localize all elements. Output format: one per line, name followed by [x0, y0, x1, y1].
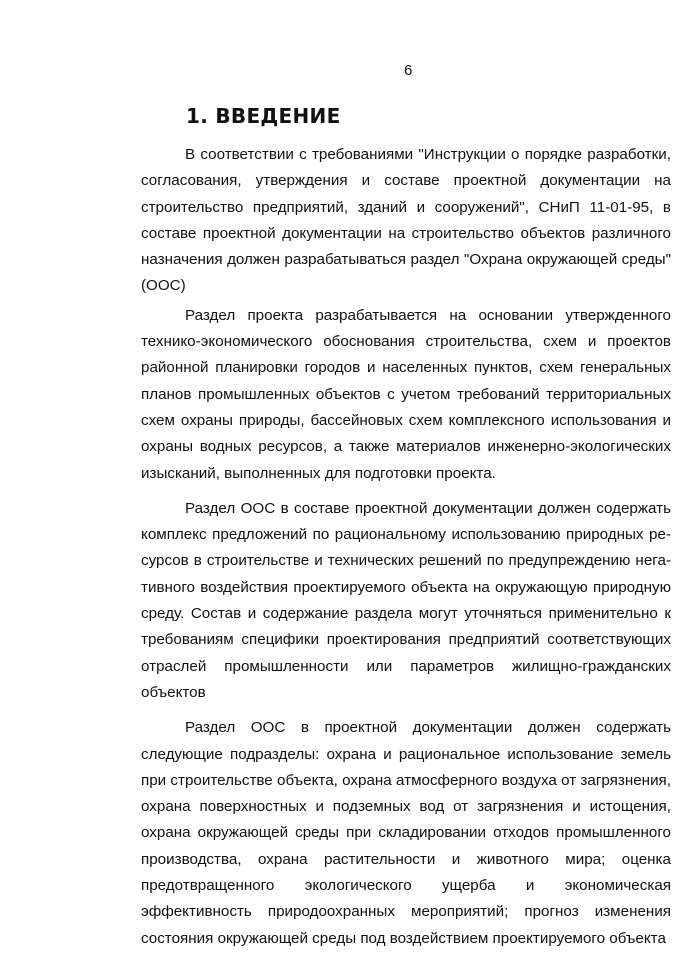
paragraph-1: В соответствии с требованиями "Инструкции о порядке разработки, согласования, утверждения и составе проектной документации на строительство предприятий, зданий и сооружений", СНиП 11-01-95, в составе проектной документации на строительство объектов различного назначения должен разрабатываться раздел "Охрана окружающей среды" (ООС) — [141, 146, 671, 295]
paragraph-4: Раздел ООС в проектной документации должен содержать следующие подразделы: охрана и рациональное использование земель при строительстве объекта, охрана атмосферного воздуха от загрязнения, охрана поверхностных и подземных вод от загрязнения и истощения, охрана окружающей среды при складировании отходов промышленного производства, охрана растительности и животного мира; оценка предотвращенного экологического ущерба и экономическая эффективность природоохранных мероприятий; прогноз изменения состояния окружающей среды под воздействием проектируемого объекта — [141, 719, 671, 947]
paragraph-2: Раздел проекта разрабатывается на основании утвержденного технико-экономического обоснования строительства, схем и проектов районной планировки городов и населенных пунктов, схем генеральных планов промышленных объектов с учетом требований территориальных схем охраны природы, бассейновых схем комплексного использования и охраны водных ресурсов, а также материалов инженерно-экологических изысканий, выполненных для подготовки проекта. — [141, 306, 671, 482]
section-heading: 1. ВВЕДЕНИЕ — [186, 104, 341, 128]
body-text — [141, 142, 671, 952]
paragraph-3: Раздел ООС в составе проектной документации должен содержать комплекс предложений по рациональному использованию природных ресурсов в строительстве и технических решений по предупреждению негативного воздействия проектируемого объекта на окружающую природную среду. Состав и содержание раздела могут уточняться применительно к требованиям специфики проектирования предприятий соответствующих отраслей промышленности или параметров жилищно-гражданских объектов — [141, 499, 671, 701]
page-number: 6 — [404, 62, 413, 79]
